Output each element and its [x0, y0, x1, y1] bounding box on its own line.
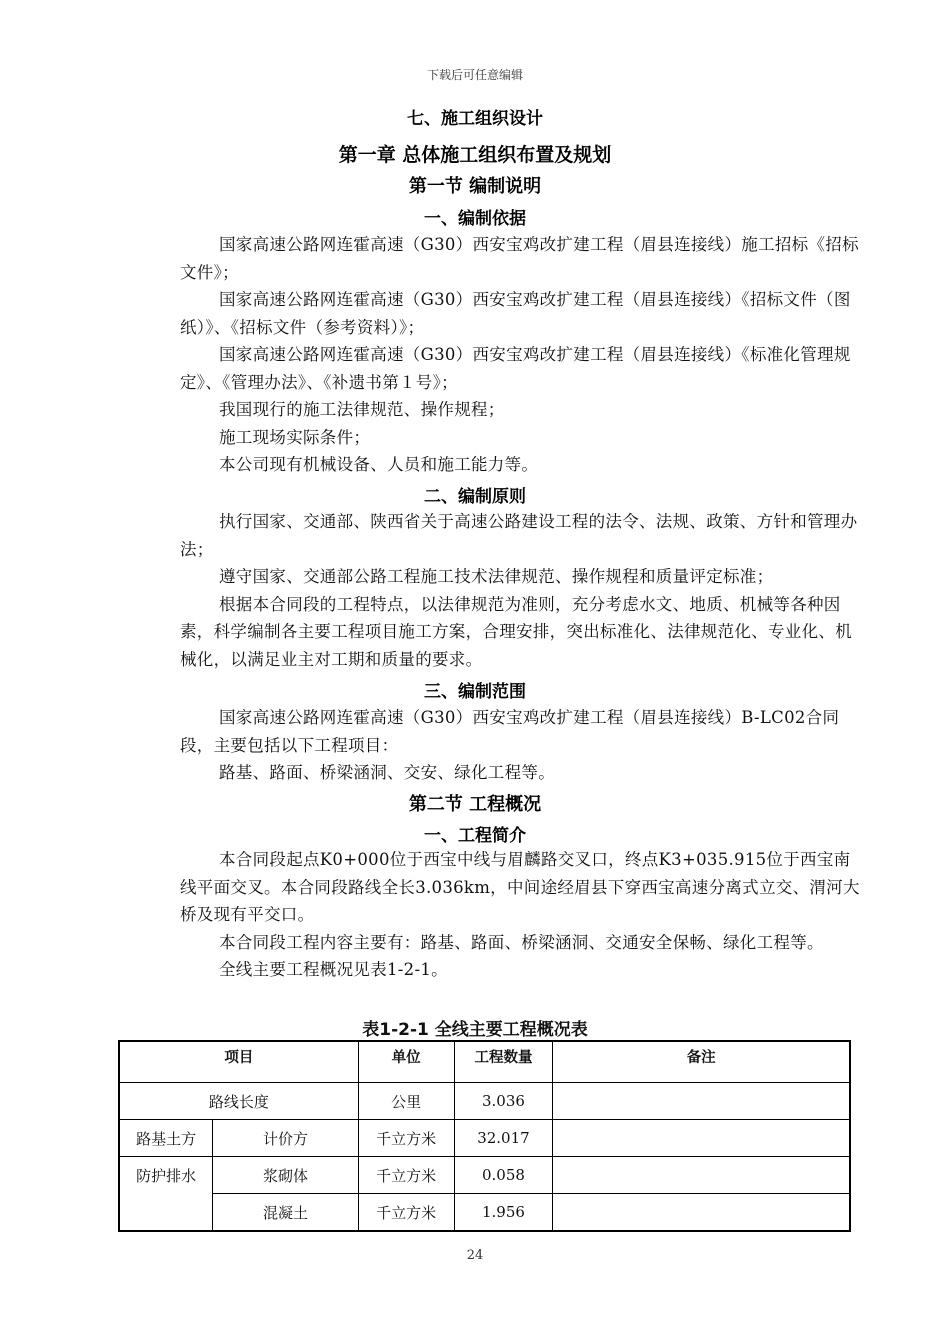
part-title: 七、施工组织设计 [407, 109, 543, 129]
paragraph: 执行国家、交通部、陕西省关于高速公路建设工程的法令、法规、政策、方针和管理办法； [180, 512, 858, 559]
paragraph: 施工现场实际条件； [219, 427, 371, 447]
table-header-row [119, 1041, 850, 1083]
paragraph: 本合同段起点K0+000位于西宝中线与眉麟路交叉口，终点K3+035.915位于西宝南线平面交叉。本合同段路线全长3.036km，中间途经眉县下穿西宝高速分离式立交、渭河大桥及现有平交口。 [180, 850, 860, 924]
principles-block [180, 508, 860, 673]
header-qty: 工程数量 [454, 1041, 553, 1083]
overview-block [180, 846, 860, 984]
paragraph: 本合同段工程内容主要有：路基、路面、桥梁涵洞、交通安全保畅、绿化工程等。 [219, 932, 824, 952]
cell-qty: 0.058 [454, 1157, 553, 1194]
cell-item: 浆砌体 [213, 1157, 359, 1194]
basis-block [180, 231, 860, 479]
paragraph: 遵守国家、交通部公路工程施工技术法律规范、操作规程和质量评定标准； [219, 567, 774, 586]
paragraph: 全线主要工程概况见表1-2-1。 [219, 960, 448, 979]
cell-unit: 公里 [358, 1083, 454, 1120]
cell-unit: 千立方米 [358, 1120, 454, 1157]
cell-note [553, 1157, 850, 1194]
cell-note [553, 1083, 850, 1120]
paragraph: 根据本合同段的工程特点，以法律规范为准则，充分考虑水文、地质、机械等各种因素，科学编制各主要工程项目施工方案，合理安排，突出标准化、法律规范化、专业化、机械化，以满足业主对工期和质量的要求。 [180, 594, 852, 669]
s1-sub1-heading: 一、编制依据 [424, 209, 526, 229]
table-row [119, 1083, 850, 1120]
header-note: 备注 [553, 1041, 850, 1083]
section1-title: 第一节 编制说明 [408, 176, 542, 197]
cell-category: 路基土方 [119, 1120, 213, 1157]
cell-note [553, 1194, 850, 1232]
table-row [119, 1120, 850, 1157]
chapter-title: 第一章 总体施工组织布置及规划 [338, 144, 612, 166]
cell-item: 计价方 [213, 1120, 359, 1157]
scope-block [180, 704, 860, 787]
paragraph: 国家高速公路网连霍高速（G30）西安宝鸡改扩建工程（眉县连接线）《标准化管理规定》、《管理办法》、《补遗书第１号》； [180, 345, 851, 392]
table-caption: 表1-2-1 全线主要工程概况表 [362, 1020, 588, 1040]
s1-sub3-heading: 三、编制范围 [424, 682, 526, 702]
cell-category: 防护排水 [119, 1157, 213, 1232]
cell-unit: 千立方米 [358, 1157, 454, 1194]
paragraph: 国家高速公路网连霍高速（G30）西安宝鸡改扩建工程（眉县连接线）B-LC02合同段，主要包括以下工程项目： [180, 708, 840, 755]
paragraph: 本公司现有机械设备、人员和施工能力等。 [219, 455, 539, 474]
cell-qty: 3.036 [454, 1083, 553, 1120]
paragraph: 我国现行的施工法律规范、操作规程； [219, 400, 505, 419]
table-row [119, 1194, 850, 1232]
table-row [119, 1157, 850, 1194]
overview-table [118, 1040, 851, 1232]
paragraph: 路基、路面、桥梁涵洞、交安、绿化工程等。 [219, 763, 555, 782]
page-number: 24 [466, 1248, 484, 1263]
header-note: 下载后可任意编辑 [426, 68, 523, 82]
paragraph: 国家高速公路网连霍高速（G30）西安宝鸡改扩建工程（眉县连接线）施工招标《招标文件》； [180, 235, 859, 282]
cell-unit: 千立方米 [358, 1194, 454, 1232]
section2-title: 第二节 工程概况 [408, 794, 542, 815]
cell-note [553, 1120, 850, 1157]
s2-sub1-heading: 一、工程简介 [424, 826, 526, 846]
header-item: 项目 [119, 1041, 358, 1083]
cell-qty: 1.956 [454, 1194, 553, 1232]
header-unit: 单位 [358, 1041, 454, 1083]
cell-category: 路线长度 [119, 1083, 358, 1120]
cell-qty: 32.017 [454, 1120, 553, 1157]
s1-sub2-heading: 二、编制原则 [424, 487, 526, 507]
paragraph: 国家高速公路网连霍高速（G30）西安宝鸡改扩建工程（眉县连接线）《招标文件（图纸）》、《招标文件（参考资料）》； [180, 290, 851, 337]
cell-item: 混凝土 [213, 1194, 359, 1232]
